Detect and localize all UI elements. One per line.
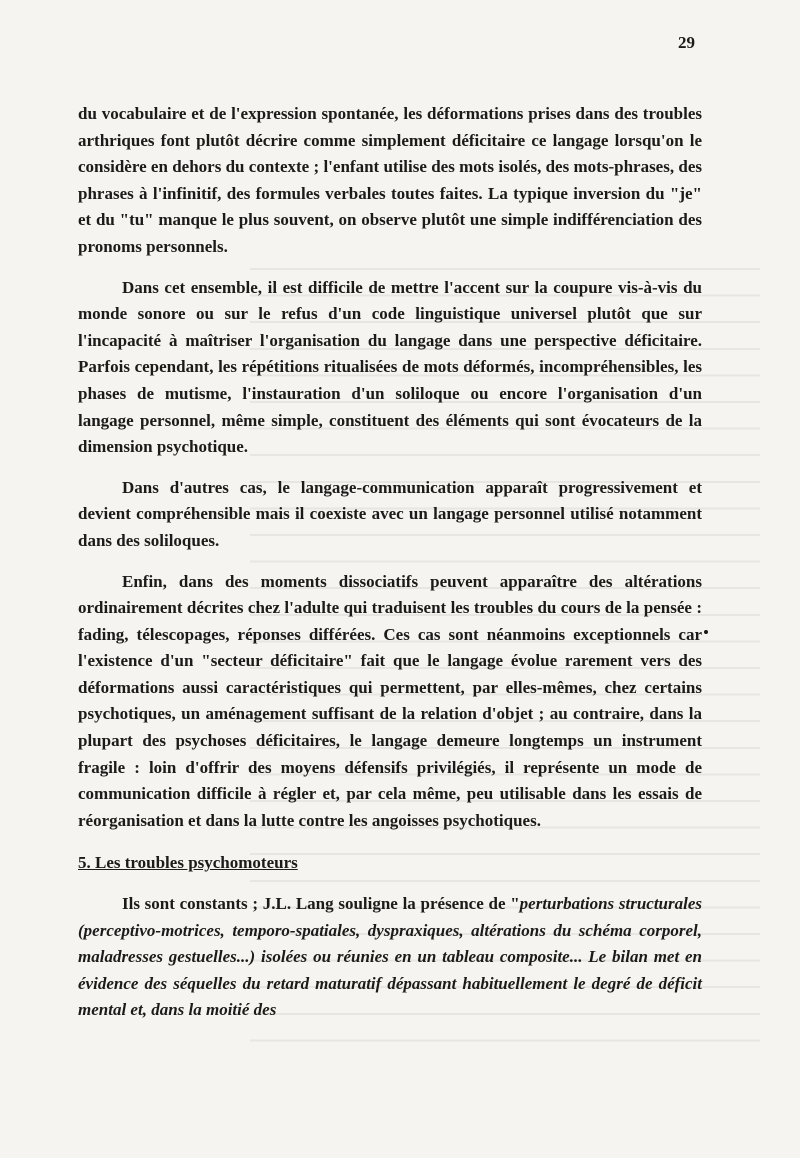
paragraph-2: Dans cet ensemble, il est difficile de mettre l'accent sur la coupure vis-à-vis du monde sonore ou sur le refus d'un code linguistique universel plutôt que sur l'incapacité à maîtriser l'organisation du langage dans une perspective déficitaire. Parfois cependant, les répétitions ritualisées de mots déformés, incompréhensibles, les phases de mutisme, l'instauration d'un soliloque ou encore l'organisation d'un langage personnel, même simple, constituent des éléments qui sont évocateurs de la dimension psychotique. [78,277,702,457]
ink-speck [704,630,708,634]
paragraph-5-intro: Ils sont constants ; J.L. Lang souligne la présence de " [122,894,520,914]
paragraph-3: Dans d'autres cas, le langage-communication apparaît progressivement et devient compréhensible mais il coexiste avec un langage personnel utilisé notamment dans des soliloques. [78,477,702,550]
page-number: 29 [678,33,695,52]
section-heading: 5. Les troubles psychomoteurs [78,853,298,873]
paragraph-5-quote: perturbations structurales (perceptivo-motrices, temporo-spatiales, dyspraxiques, altérations du schéma corporel, maladresses gestuelles...) isolées ou réunies en un tableau composite... Le bilan met en évidence des séquelles du retard maturatif dépassant habituellement le degré de déficit mental et, dans la moitié des [78,894,702,1020]
paragraph-4: Enfin, dans des moments dissociatifs peuvent apparaître des altérations ordinairement décrites chez l'adulte qui traduisent les troubles du cours de la pensée : fading, télescopages, réponses différées. Ces cas sont néanmoins exceptionnels car l'existence d'un "secteur déficitaire" fait que le langage évolue rarement vers des déformations aussi caractéristiques qui permettent, par elles-mêmes, chez certains psychotiques, un aménagement suffisant de la relation d'objet ; au contraire, dans la plupart des psychoses déficitaires, le langage demeure longtemps un instrument fragile : loin d'offrir des moyens défensifs privilégiés, il représente un mode de communication difficile à régler et, par cela même, peu utilisable dans les essais de réorganisation et dans la lutte contre les angoisses psychotiques. [78,571,702,830]
paragraph-5 [78,891,702,1024]
paragraph-1: du vocabulaire et de l'expression spontanée, les déformations prises dans des troubles arthriques font plutôt décrire comme simplement déficitaire ce langage lorsqu'on le considère en dehors du contexte ; l'enfant utilise des mots isolés, des mots-phrases, des phrases à l'infinitif, des formules verbales toutes faites. La typique inversion du "je" et du "tu" manque le plus souvent, on observe plutôt une simple indifférenciation des pronoms personnels. [78,104,702,256]
body-text [78,101,702,1024]
